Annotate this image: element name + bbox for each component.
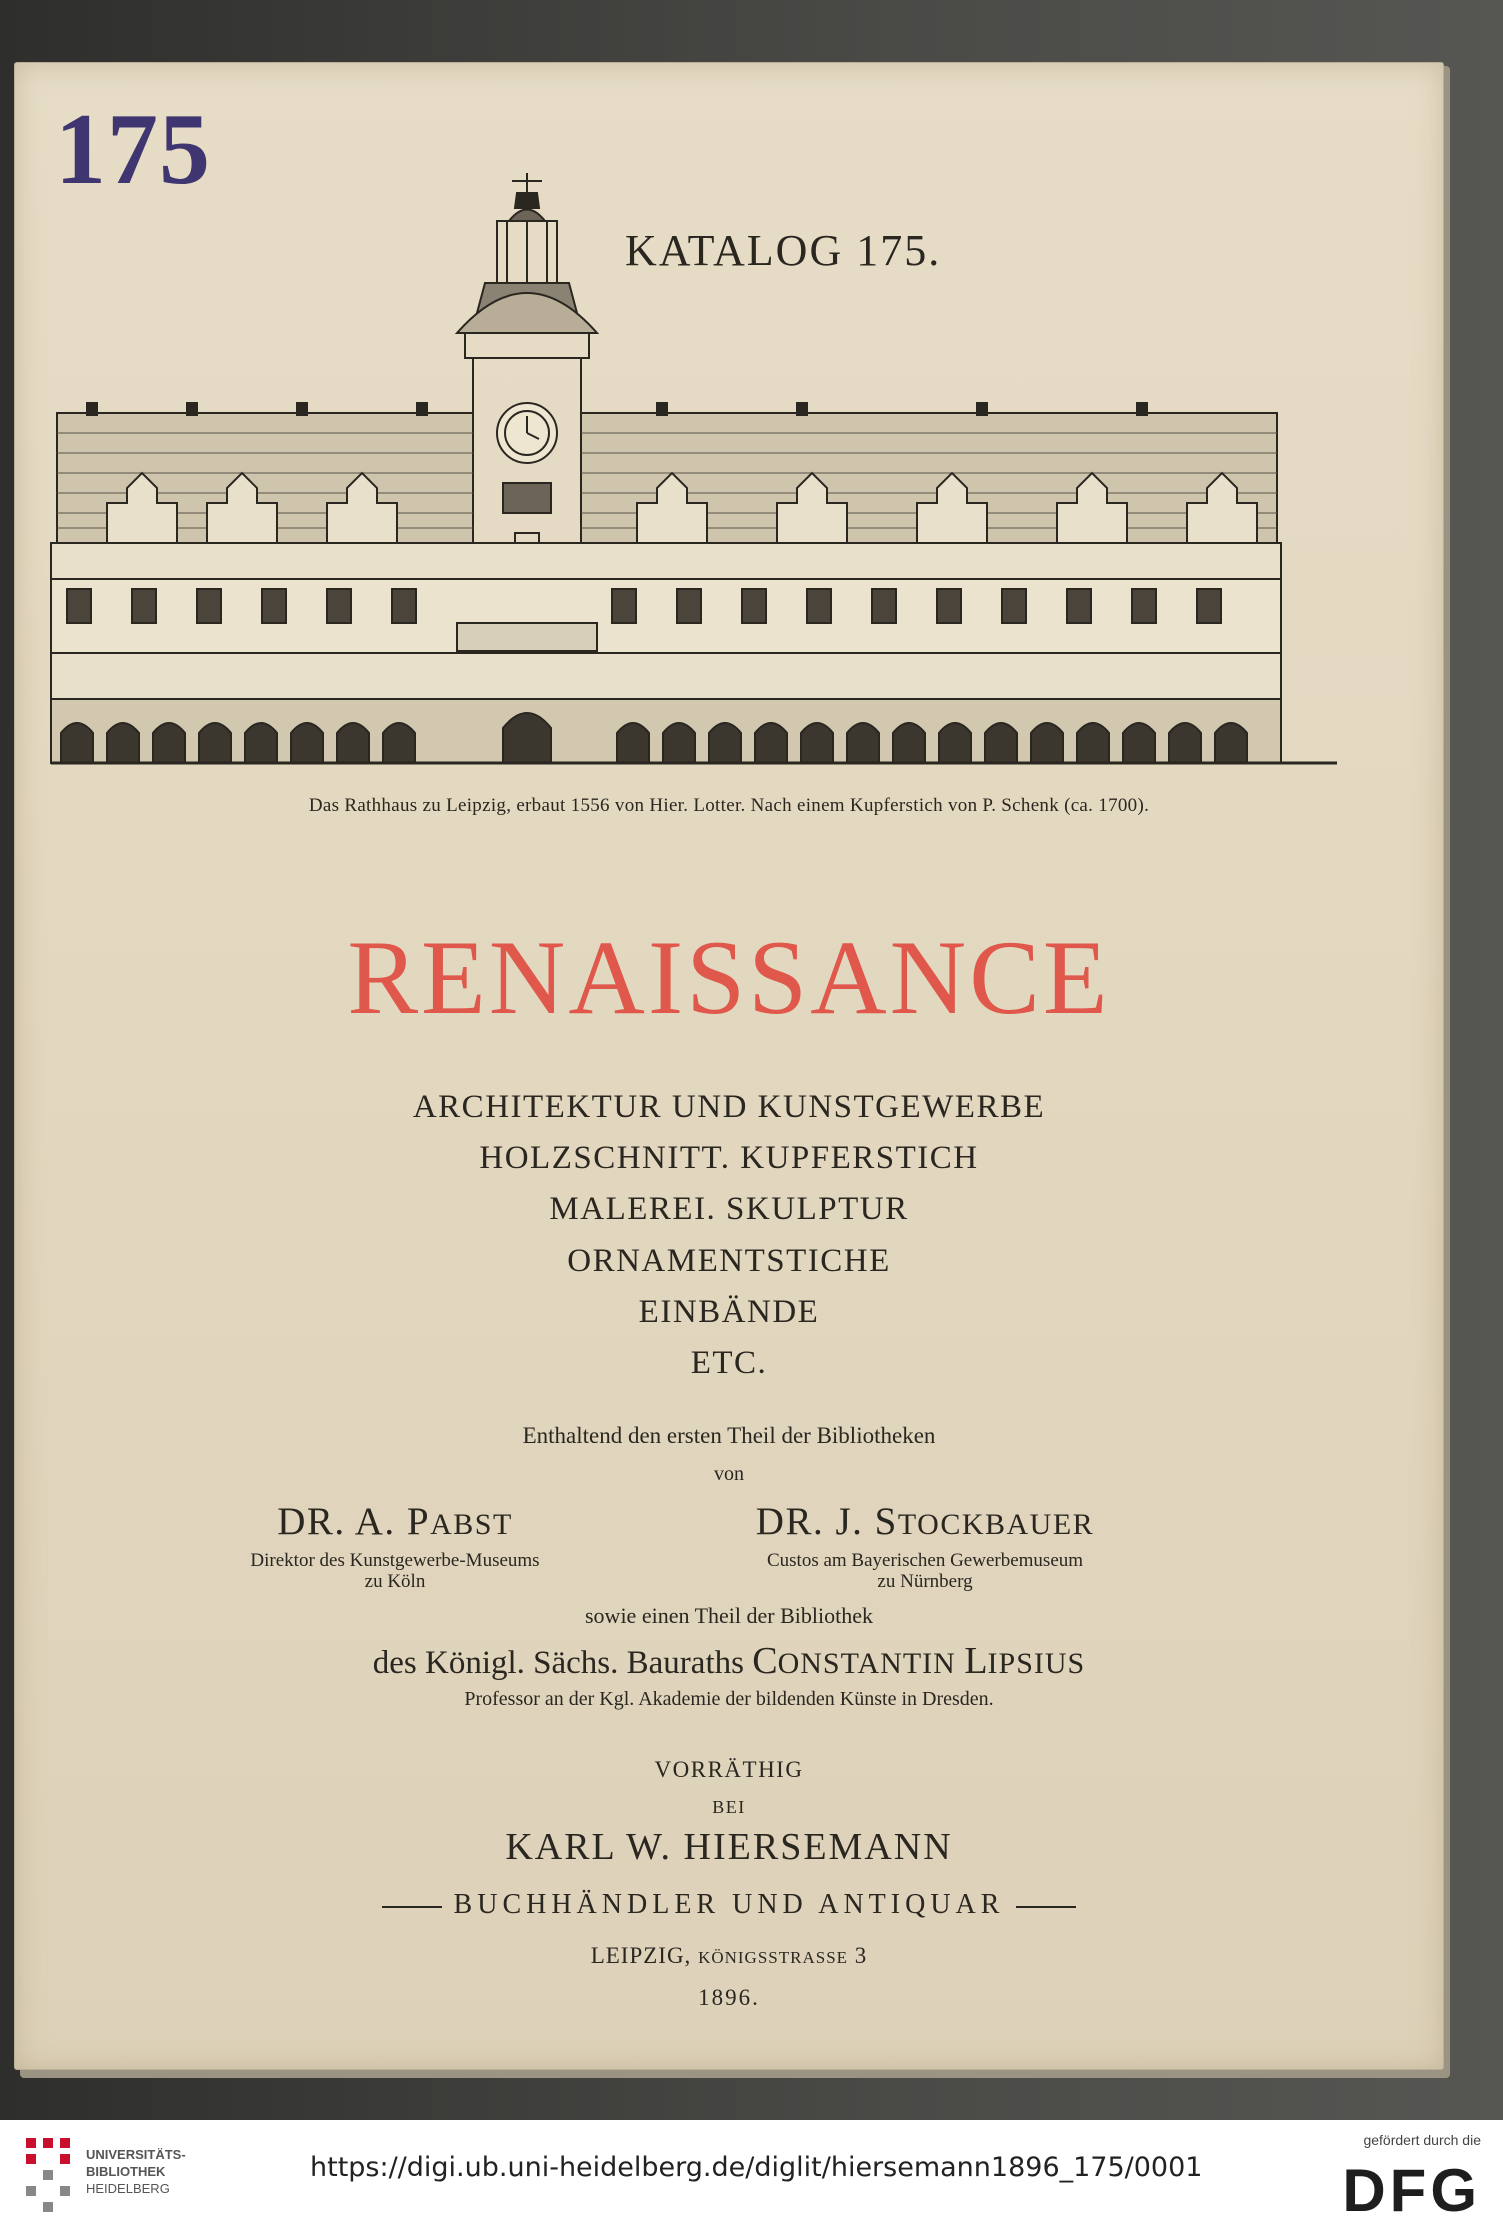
subject-line: ORNAMENTSTICHE: [567, 1243, 891, 1279]
publisher-address: LEIPZIG, KÖNIGSSTRASSE 3: [590, 1943, 868, 1968]
university-library-name: UNIVERSITÄTS- BIBLIOTHEK HEIDELBERG: [86, 2147, 186, 2196]
person-role: Custos am Bayerischen Gewerbemuseum zu Nürnberg: [766, 1550, 1084, 1592]
von-text: von: [714, 1463, 744, 1485]
town-hall-engraving: [37, 103, 1337, 843]
catalogue-cover: [14, 62, 1444, 2070]
person-pabst: [145, 1499, 645, 1592]
lipsius-line: des Königl. Sächs. Bauraths CONSTANTIN LIPSIUS: [372, 1640, 1086, 1682]
subject-line: MALEREI. SKULPTUR: [549, 1191, 909, 1227]
publisher-name: KARL W. HIERSEMANN: [505, 1826, 953, 1868]
engraving-caption: Das Rathhaus zu Leipzig, erbaut 1556 von Hier. Lotter. Nach einem Kupferstich von P. Schenk (ca. 1700).: [308, 795, 1150, 816]
professor-line: Professor an der Kgl. Akademie der bildenden Künste in Dresden.: [464, 1688, 994, 1710]
ornament-rule-right: [1016, 1906, 1076, 1908]
contents-note: Enthaltend den ersten Theil der Bibliotheken: [522, 1423, 936, 1448]
ornament-rule-left: [382, 1906, 442, 1908]
person-stockbauer: [675, 1499, 1175, 1592]
available-at: VORRÄTHIG: [654, 1757, 804, 1782]
permalink-url[interactable]: https://digi.ub.uni-heidelberg.de/diglit/hiersemann1896_175/0001: [310, 2152, 1203, 2183]
bei-text: BEI: [712, 1797, 746, 1817]
funding-note: gefördert durch die: [1363, 2132, 1481, 2148]
subject-line: EINBÄNDE: [638, 1294, 820, 1330]
publisher-trade: BUCHHÄNDLER UND ANTIQUAR: [15, 1889, 1443, 1921]
also-note: sowie einen Theil der Bibliothek: [585, 1603, 873, 1628]
subject-line: ARCHITEKTUR UND KUNSTGEWERBE: [412, 1089, 1046, 1125]
person-name: DR. A. PABST: [277, 1500, 513, 1543]
subject-line: HOLZSCHNITT. KUPFERSTICH: [479, 1140, 979, 1176]
publication-year: 1896.: [698, 1985, 760, 2010]
person-name: DR. J. STOCKBAUER: [755, 1500, 1095, 1543]
dfg-logo: DFG: [1342, 2157, 1481, 2224]
catalogue-number: KATALOG 175.: [625, 226, 942, 275]
university-library-logo-icon: [26, 2138, 70, 2212]
viewer-footer: [0, 2120, 1503, 2230]
person-role: Direktor des Kunstgewerbe-Museums zu Köln: [250, 1550, 540, 1592]
subject-line: ETC.: [690, 1345, 768, 1381]
inventory-stamp: 175: [55, 93, 211, 206]
catalogue-title: RENAISSANCE: [347, 919, 1111, 1036]
